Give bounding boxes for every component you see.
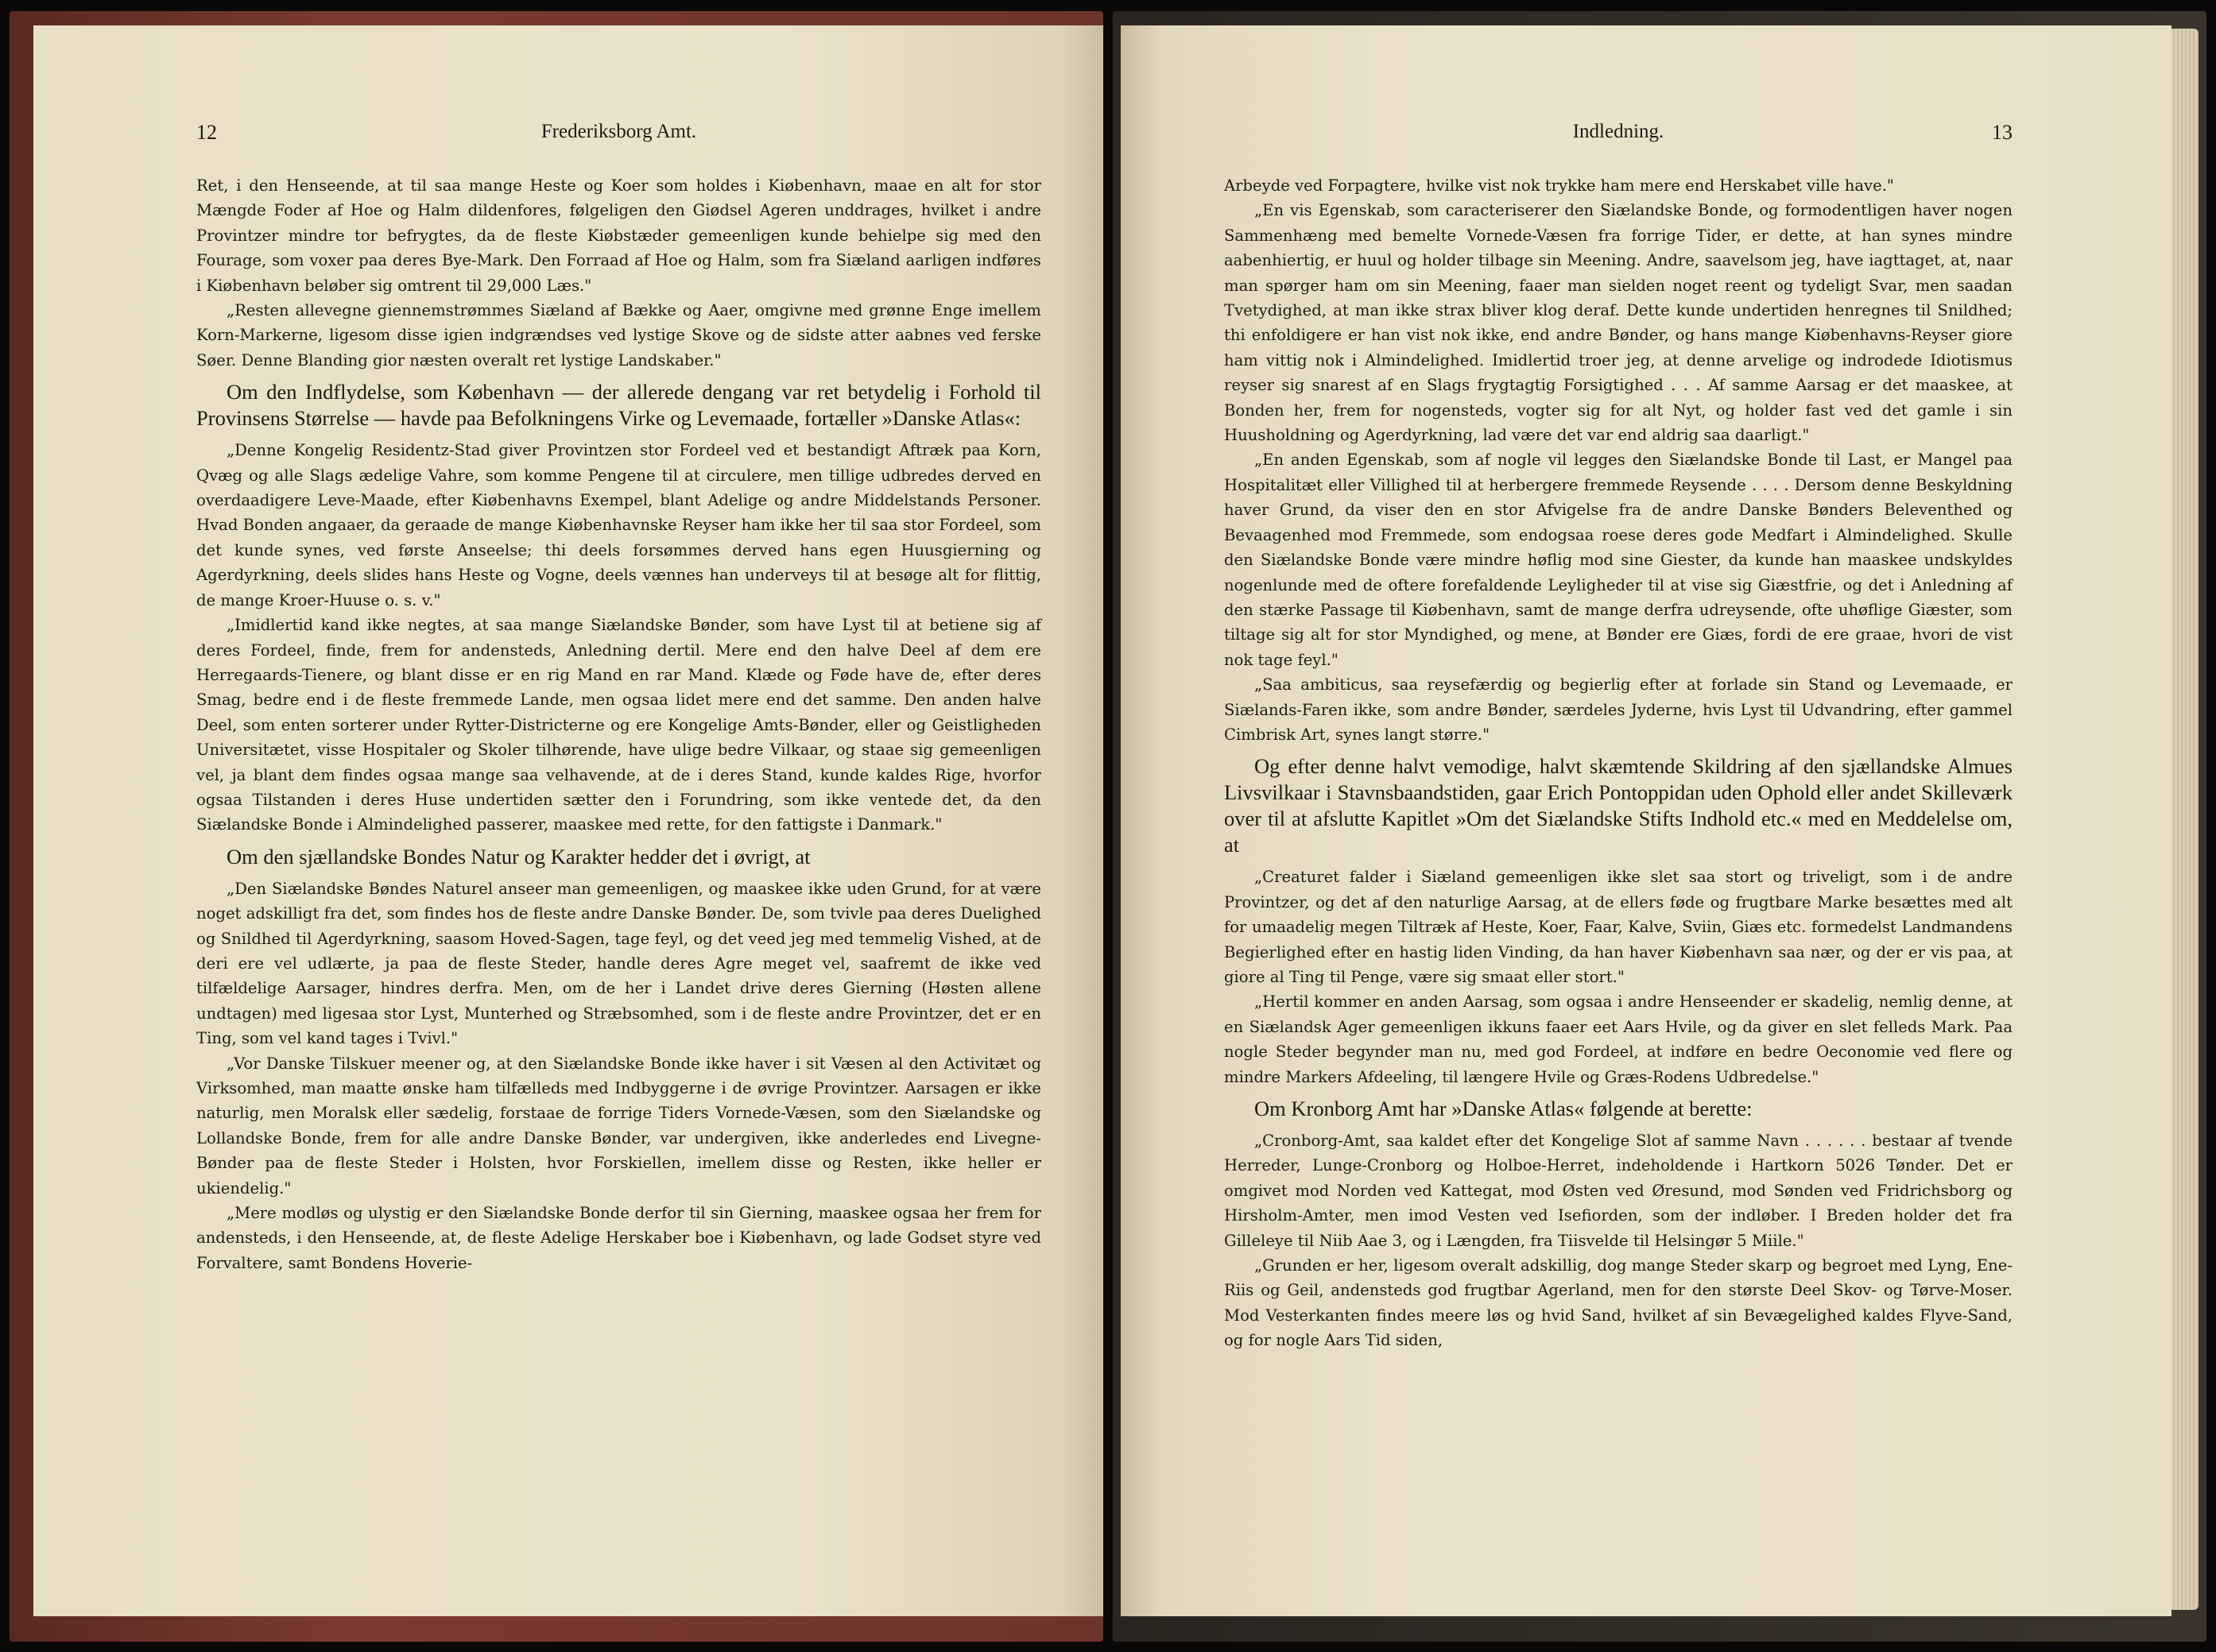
quoted-paragraph: Arbeyde ved Forpagtere, hvilke vist nok trykke ham mere end Herskabet ville have." [1224, 176, 1894, 195]
running-title: Frederiksborg Amt. [540, 121, 697, 142]
page-number: 12 [196, 121, 217, 144]
page-edges [2171, 29, 2199, 1610]
left-page [33, 25, 1103, 1616]
page-body [196, 173, 1041, 1275]
quoted-paragraph: „Grunden er her, ligesom overalt adskillig, dog mange Steder skarp og begroet med Lyng, Ene-Riis og Geil, andensteds god frugtbar Agerland, men for den største Deel Skov- og Tørve-Moser. Mod Vesterkanten findes meere løs og hvid Sand, hvilket af sin Bevægelighed kaldes Flyve-Sand, og for nogle Aars Tid siden, [1224, 1256, 2013, 1350]
commentary-paragraph: Om den sjællandske Bondes Natur og Karakter hedder det i øvrigt, at [227, 844, 811, 869]
running-head [1224, 121, 2013, 157]
quoted-paragraph: „Denne Kongelig Residentz-Stad giver Provintzen stor Fordeel ved et bestandigt Aftræk paa Korn, Qvæg og alle Slags ædelige Vahre, som komme Pengene til at circulere, men tillige udbredes derved en overdaadigere Leve-Maade, efter Kiøbenhavns Exempel, blant Adelige og andre Middelstands Personer. Hvad Bonden angaaer, da geraade de mange Kiøbenhavnske Reyser ham ikke her til saa stor Fordeel, som det kunde synes, ved første Anseelse; thi deels forsømmes derved hans egen Huusgierning og Agerdyrkning, deels slides hans Heste og Vogne, deels vænnes han underveys til at besøge alt for flittig, de mange Kroer-Huuse o. s. v." [196, 441, 1041, 609]
quoted-paragraph: „Hertil kommer en anden Aarsag, som ogsaa i andre Henseender er skadelig, nemlig denne, at en Siælandsk Ager gemeenligen ikkuns faaer eet Aars Hvile, og da giver en slet felleds Mark. Paa nogle Steder begynder man nu, med god Fordeel, at indføre en bedre Oeconomie ved flere og mindre Markers Afdeeling, til længere Hvile og Græs-Rodens Udbredelse." [1224, 992, 2013, 1086]
quoted-paragraph: Ret, i den Henseende, at til saa mange Heste og Koer som holdes i Kiøbenhavn, maae en alt for stor Mængde Foder af Hoe og Halm dildenfores, følgeligen den Giødsel Ageren unddrages, hvilket i andre Provintzer mindre tor befrygtes, da de fleste Kiøbstæder gemeenligen kunde behielpe sig med den Fourage, som voxer paa deres Bye-Mark. Den Forraad af Hoe og Halm, som fra Siæland aarligen indføres i Kiøbenhavn beløber sig omtrent til 29,000 Læs." [196, 176, 1041, 295]
quoted-paragraph: „Mere modløs og ulystig er den Siælandske Bonde derfor til sin Gierning, maaskee ogsaa her frem for andensteds, i den Henseende, at, de fleste Adelige Herskaber boe i Kiøbenhavn, og lade Godset styre ved Forvaltere, samt Bondens Hoverie- [196, 1204, 1041, 1272]
quoted-paragraph: „Saa ambiticus, saa reysefærdig og begierlig efter at forlade sin Stand og Levemaade, er Siælands-Faren ikke, som andre Bønder, særdeles Jyderne, hvis Lyst til Udvandring, efter gammel Cimbrisk Art, synes langt større." [1224, 675, 2013, 744]
page-number: 13 [1992, 121, 2013, 144]
quoted-paragraph: „Resten allevegne giennemstrømmes Siæland af Bække og Aaer, omgivne med grønne Enge imellem Korn-Markerne, ligesom disse igien indgrændses ved lystige Skove og de sidste atter aabnes ved ferske Søer. Denne Blanding gior næsten overalt ret lystige Landskaber." [196, 301, 1041, 369]
quoted-paragraph: „En anden Egenskab, som af nogle vil legges den Siælandske Bonde til Last, er Mangel paa Hospitalitæt eller Villighed til at herbergere fremmede Reysende . . . . Dersom denne Beskyldning haver Grund, da viser den en stor Afvigelse fra de andre Danske Bønders Beleventhed og Bevaagenhed mod Fremmede, som endogsaa roese deres gode Medfart i Almindelighed. Skulle den Siælandske Bonde være mindre høflig mod sine Giester, da kunde han maaskee undskyldes nogenlunde med de oftere forefaldende Leyligheder til at vise sig Giæstfrie, og det i Anledning af den stærke Passage til Kiøbenhavn, samt de mange derfra udreysende, ofte uhøflige Giæster, som tiltage sig alt for stor Myndighed, og mene, at Bønder ere Giæs, fordi de ere graae, hvori de vist nok tage feyl." [1224, 451, 2013, 669]
quoted-paragraph: „Creaturet falder i Siæland gemeenligen ikke slet saa stort og triveligt, som i de andre Provintzer, og det af den naturlige Aarsag, at de ellers føde og frugtbare Marke besættes med alt for umaadelig megen Tiltræk af Heste, Koer, Faar, Kalve, Sviin, Giæs etc. formedelst Landmandens Begierlighed efter en hastig liden Vinding, da han haver Kiøbenhavn saa nær, og der er vis paa, at giore al Ting til Penge, være sig smaat eller stort." [1224, 868, 2013, 986]
running-title: Indledning. [1572, 121, 1664, 142]
quoted-paragraph: „Den Siælandske Bøndes Naturel anseer man gemeenligen, og maaskee ikke uden Grund, for at være noget adskilligt fra det, som findes hos de fleste andre Danske Bønder. De, som tvivle paa deres Duelighed og Snildhed til Agerdyrkning, saasom Hoved-Sagen, tage feyl, og det veed jeg med temmelig Vished, at de deri ere vel udlærte, ja paa de fleste Steder, handle deres Agre meget vel, saafremt de ikke ved tilfældelige Aarsager, hindres derfra. Men, om de her i Landet drive deres Gierning (Høsten allene undtagen) med ligesaa stor Lyst, Munterhed og Stræbsomhed, som i de fleste andre Provintzer, det er en Ting, som vel kand tages i Tvivl." [196, 879, 1041, 1048]
quoted-paragraph: „Vor Danske Tilskuer meener og, at den Siælandske Bonde ikke haver i sit Væsen al den Activitæt og Virksomhed, man maatte ønske ham tilfælleds med Indbyggerne i de øvrige Provintzer. Aarsagen er ikke naturlig, men Moralsk eller sædelig, forstaae de forrige Tiders Vornede-Væsen, som den Siælandske og Lollandske Bonde, frem for alle andre Danske Bønder, var undergiven, ikke anderledes end Livegne-Bønder paa de fleste Steder i Holsten, hvor Forskiellen, imellem disse og Resten, ikke heller er ukiendelig." [196, 1054, 1041, 1197]
quoted-paragraph: „Imidlertid kand ikke negtes, at saa mange Siælandske Bønder, som have Lyst til at betiene sig af deres Fordeel, finde, frem for andensteds, Anledning dertil. Mere end den halve Deel af dem ere Herregaards-Tienere, og blant disse er en rig Mand en rar Mand. Klæde og Føde have de, efter deres Smag, bedre end i de fleste fremmede Lande, men ogsaa lidet mere end det samme. Den anden halve Deel, som enten sorterer under Rytter-Districterne og ere Kongelige Amts-Bønder, eller og Geistligheden Universitætet, visse Hospitaler og Skoler tilhørende, have ulige bedre Vilkaar, og staae sig gemeenligen vel, ja blant dem findes ogsaa mange saa velhavende, at de i deres Stand, kunde kaldes Rige, hvorfor ogsaa Tilstanden i deres Huse undertiden sætter den i Forundring, som ikke ventede det, da den Siælandske Bonde i Almindelighed passerer, maaskee med rette, for den fattigste i Danmark." [196, 616, 1041, 834]
commentary-paragraph: Og efter denne halvt vemodige, halvt skæmtende Skildring af den sjællandske Almues Livsvilkaar i Stavnsbaandstiden, gaar Erich Pontoppidan uden Ophold eller andet Skilleværk over til at afslutte Kapitlet »Om det Siælandske Stifts Indhold etc.« med en Meddelelse om, at [1224, 754, 2013, 857]
running-head [196, 121, 1041, 157]
quoted-paragraph: „En vis Egenskab, som caracteriserer den Siælandske Bonde, og formodentligen haver nogen Sammenhæng med bemelte Vornede-Væsen fra forrige Tider, er dette, at han synes mindre aabenhiertig, er huul og holder tilbage sin Meening. Andre, saavelsom jeg, have iagttaget, at, naar man spørger ham om sin Meening, faaer man sielden noget reent og tydeligt Svar, men saadan Tvetydighed, at man ikke strax bliver klog deraf. Dette kunde undertiden henregnes til Snildhed; thi enfoldigere er han vist nok ikke, end andre Bønder, og hans mange Kiøbenhavns-Reyser giore ham vittig nok i Almindelighed. Imidlertid troer jeg, at denne arvelige og indrodede Idiotismus reyser sig snarest af en Slags frygtagtig Forsigtighed . . . Af samme Aarsag er det maaskee, at Bonden her, frem for nogensteds, vogter sig for alt Nyt, og holder fast ved det gamle i sin Huusholdning og Agerdyrkning, lad være det var end aldrig saa daarligt." [1224, 201, 2013, 445]
commentary-paragraph: Om den Indflydelse, som København — der allerede dengang var ret betydelig i Forhold til Provinsens Størrelse — havde paa Befolkningens Virke og Levemaade, fortæller »Danske Atlas«: [196, 380, 1041, 431]
quoted-paragraph: „Cronborg-Amt, saa kaldet efter det Kongelige Slot af samme Navn . . . . . . bestaar af tvende Herreder, Lunge-Cronborg og Holboe-Herret, indeholdende i Hartkorn 5026 Tønder. Det er omgivet mod Norden ved Kattegat, mod Østen ved Øresund, mod Sønden ved Fridrichsborg og Hirsholm-Amter, men imod Vesten ved Isefiorden, som der indløber. I Breden holder det fra Gilleleye til Niib Aae 3, og i Længden, fra Tiisvelde til Helsingør 5 Miile." [1224, 1132, 2013, 1250]
commentary-paragraph: Om Kronborg Amt har »Danske Atlas« følgende at berette: [1254, 1097, 1753, 1120]
page-body [1224, 173, 2013, 1353]
right-page [1121, 25, 2171, 1616]
